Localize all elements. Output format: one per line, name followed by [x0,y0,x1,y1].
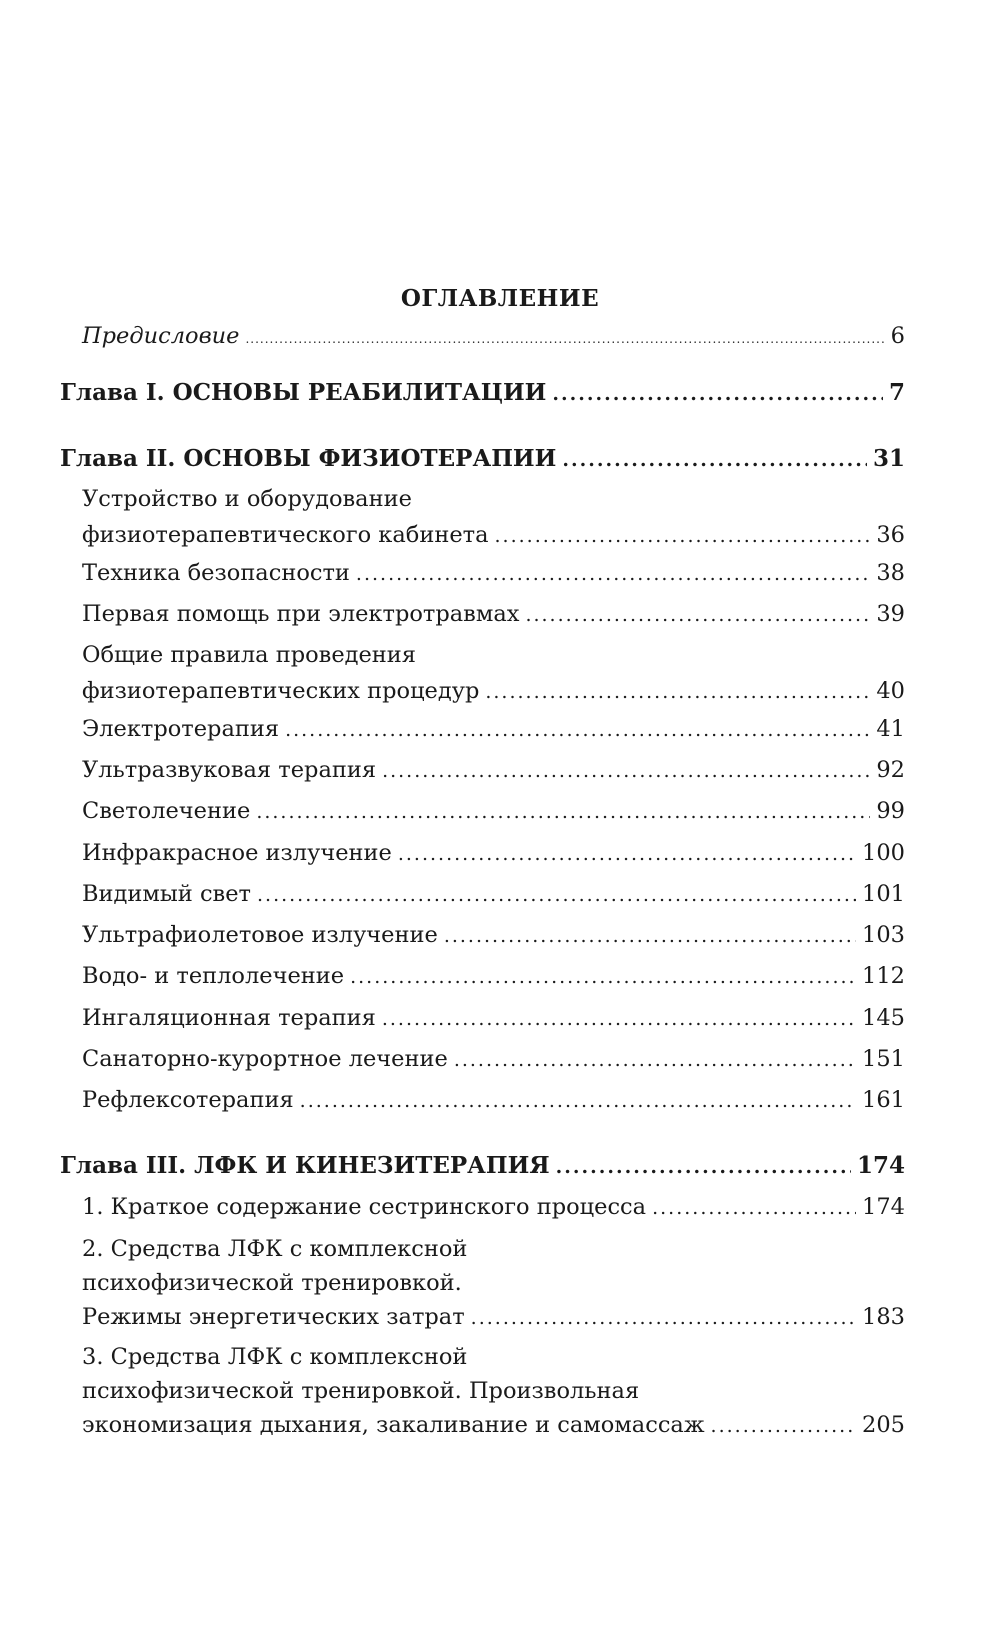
entry-line: психофизической тренировкой. Произвольная [82,1378,640,1404]
entry-label: Первая помощь при электротравмах [82,601,520,627]
toc-entry [82,1190,905,1225]
toc-entry [82,918,905,953]
leader-dots [652,1191,856,1225]
toc-entry [82,959,905,994]
entry-page: 101 [862,881,905,907]
leader-dots [552,377,883,411]
leader-dots [285,713,870,747]
page-title: ОГЛАВЛЕНИЕ [400,285,600,312]
leader-dots [711,1409,857,1443]
entry-label: Светолечение [82,798,251,824]
entry-line: 3. Средства ЛФК с комплексной [82,1344,468,1370]
entry-page: 38 [876,560,905,586]
leader-dots [556,1150,851,1184]
leader-dots [471,1301,856,1335]
entry-label: физиотерапевтических процедур [82,678,480,704]
leader-dots [257,878,856,912]
entry-label: физиотерапевтического кабинета [82,522,489,548]
entry-line: Общие правила проведения [82,642,416,668]
toc-entry [82,1001,905,1036]
entry-line: психофизической тренировкой. [82,1270,462,1296]
entry-label: Техника безопасности [82,560,350,586]
toc-entry [82,482,905,553]
entry-page: 205 [862,1412,905,1438]
chapter-page: 31 [872,445,905,472]
toc-entry [82,1042,905,1077]
leader-dots [382,754,870,788]
entry-label: Видимый свет [82,881,251,907]
leader-dots [525,598,870,632]
toc-entry [82,877,905,912]
entry-page: 41 [876,716,905,742]
toc-entry [82,1340,905,1443]
leader-dots [256,795,870,829]
entry-page: 174 [862,1194,905,1220]
entry-label: Санаторно-курортное лечение [82,1046,448,1072]
entry-page: 92 [876,757,905,783]
chapter-heading [60,442,905,477]
toc-entry [82,836,905,871]
entry-page: 103 [862,922,905,948]
chapter-heading [60,376,905,411]
leader-dots [398,837,856,871]
entry-label: Режимы энергетических затрат [82,1304,465,1330]
leader-dots [444,919,856,953]
leader-dots [245,322,884,356]
toc-entry [82,753,905,788]
entry-line: Устройство и оборудование [82,486,412,512]
chapter-label: Глава I. ОСНОВЫ РЕАБИЛИТАЦИИ [60,379,547,406]
chapter-label: Глава III. ЛФК И КИНЕЗИТЕРАПИЯ [60,1152,550,1179]
entry-label: Ингаляционная терапия [82,1005,376,1031]
entry-label: Электротерапия [82,716,280,742]
toc-entry [82,556,905,591]
entry-page: 99 [876,798,905,824]
entry-page: 112 [862,963,905,989]
leader-dots [495,519,871,553]
entry-page: 36 [876,522,905,548]
entry-page: 6 [890,323,905,349]
entry-page: 40 [876,678,905,704]
toc-entry [82,1083,905,1118]
entry-label: экономизация дыхания, закаливание и самомассаж [82,1412,705,1438]
toc-entry [82,712,905,747]
chapter-page: 7 [888,379,905,406]
toc-entry [82,1232,905,1335]
entry-page: 161 [862,1087,905,1113]
entry-page: 39 [876,601,905,627]
leader-dots [454,1043,856,1077]
leader-dots [300,1084,856,1118]
entry-label: Ультразвуковая терапия [82,757,377,783]
leader-dots [356,557,870,591]
toc-entry-preface [82,319,905,356]
entry-label: Ультрафиолетовое излучение [82,922,438,948]
entry-page: 100 [862,840,905,866]
leader-dots [562,443,867,477]
entry-label: Инфракрасное излучение [82,840,392,866]
entry-label: Рефлексотерапия [82,1087,294,1113]
entry-label: Водо- и теплолечение [82,963,345,989]
entry-page: 151 [862,1046,905,1072]
toc-entry [82,794,905,829]
entry-label: Предисловие [82,323,240,349]
entry-page: 145 [862,1005,905,1031]
leader-dots [350,960,856,994]
chapter-heading [60,1149,905,1184]
toc-entry [82,597,905,632]
entry-label: 1. Краткое содержание сестринского процесса [82,1194,647,1220]
chapter-page: 174 [856,1152,905,1179]
chapter-label: Глава II. ОСНОВЫ ФИЗИОТЕРАПИИ [60,445,557,472]
leader-dots [485,675,870,709]
entry-line: 2. Средства ЛФК с комплексной [82,1236,468,1262]
entry-page: 183 [862,1304,905,1330]
leader-dots [382,1002,856,1036]
toc-entry [82,638,905,709]
